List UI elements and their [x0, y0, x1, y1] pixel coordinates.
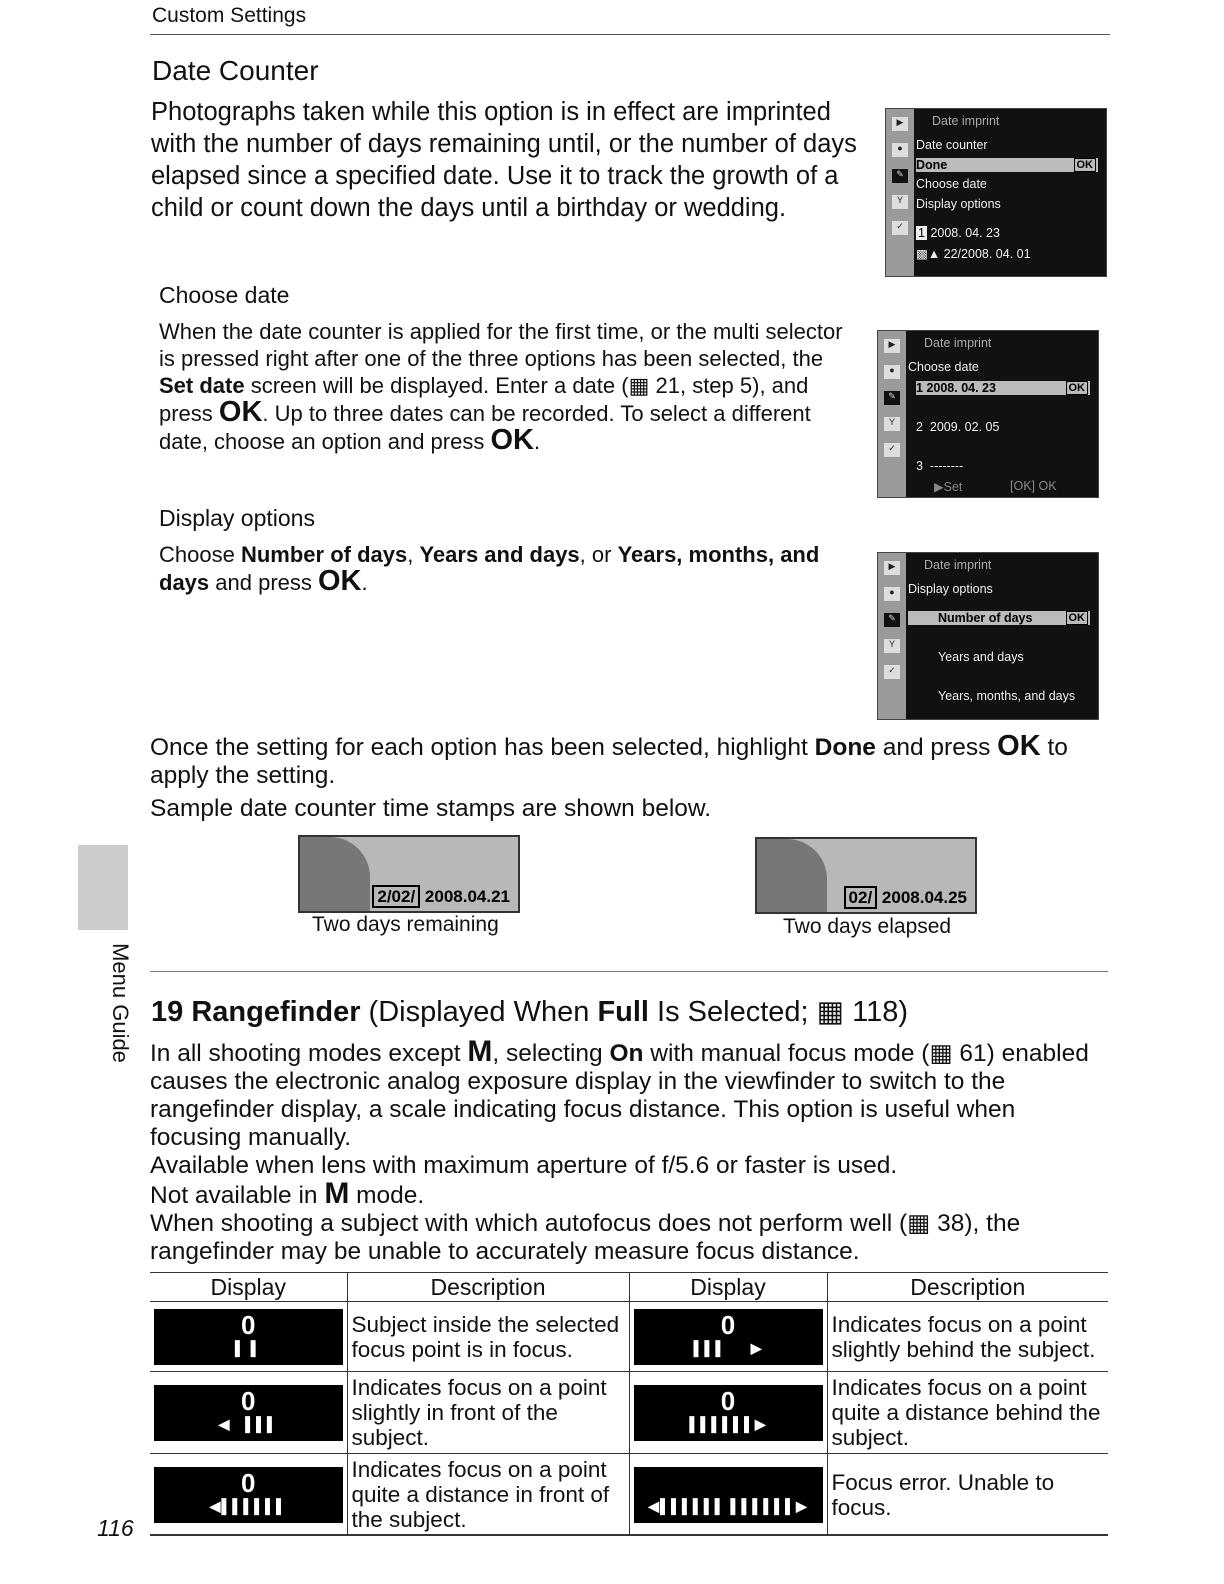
- text: Once the setting for each option has been selected, highlight: [150, 734, 815, 761]
- camera-icon: ●: [884, 365, 900, 379]
- paragraph: [150, 1177, 1110, 1210]
- rangefinder-display: [154, 1309, 343, 1365]
- caption-elapsed: Two days elapsed: [783, 915, 952, 938]
- ok-symbol: OK: [997, 730, 1041, 762]
- book-icon: ▦: [907, 1210, 931, 1237]
- date-slot-3[interactable]: [916, 459, 963, 473]
- display-cell: [150, 1302, 347, 1372]
- description-cell: Indicates focus on a point quite a distance in front of the subject.: [347, 1454, 629, 1536]
- menu-rail: [878, 331, 906, 497]
- screen-subtitle: Display options: [908, 582, 993, 596]
- done-text: [150, 732, 1090, 790]
- book-icon: ▦: [929, 1040, 953, 1067]
- column-header: Display: [150, 1273, 347, 1302]
- text: OK: [1013, 479, 1032, 493]
- indicator: ◀▌▌▌▌▌▌ ▌▌▌▌▌▌▶: [648, 1497, 808, 1514]
- retouch-icon: ✓: [884, 665, 900, 679]
- date: 2008.04.25: [881, 888, 967, 907]
- rangefinder-display: [634, 1309, 823, 1365]
- text: 118): [844, 996, 908, 1028]
- text: . Up to three dates can be recorded. To select a different date, choose an option and press: [159, 401, 811, 454]
- display-cell: [629, 1454, 827, 1536]
- text: Is Selected;: [648, 996, 817, 1028]
- description-cell: Indicates focus on a point slightly behind the subject.: [827, 1302, 1108, 1372]
- sample-photo-remaining: [298, 835, 520, 913]
- caption-remaining: Two days remaining: [312, 913, 499, 936]
- display-cell: [150, 1372, 347, 1454]
- screen-title: Date imprint: [924, 558, 992, 572]
- indicator: ▌▌▌▌▌▌▶: [689, 1415, 767, 1432]
- rangefinder-display: [154, 1385, 343, 1441]
- rangefinder-display: [634, 1467, 823, 1523]
- text: Not available in: [150, 1182, 325, 1209]
- pencil-icon: ✎: [892, 169, 908, 183]
- playback-icon: ▶: [892, 117, 908, 131]
- indicator: ▌ ▌: [234, 1339, 262, 1356]
- mode-m: M: [324, 1177, 350, 1210]
- menu-item-display-options[interactable]: Display options: [916, 197, 1001, 211]
- text: and press: [875, 734, 998, 761]
- rangefinder-body: [150, 1035, 1110, 1266]
- table-header: [150, 1273, 1108, 1302]
- text: 2008. 04. 23: [926, 381, 996, 395]
- text: 61) enabled causes the electronic analog exposure display in the viewfinder to switch to the rangefinder display, a scale indicating focus distance. This option is useful when focusing manually.: [150, 1040, 1089, 1151]
- text: with manual focus mode (: [643, 1040, 930, 1067]
- text: OK: [1038, 479, 1057, 493]
- text: Done: [814, 734, 876, 761]
- footer-rule: [150, 1534, 1108, 1535]
- paragraph: Available when lens with maximum aperture of f/5.6 or faster is used.: [150, 1152, 898, 1179]
- text: Years, months, and days: [159, 542, 820, 595]
- mode-m: M: [467, 1035, 493, 1068]
- text: , or: [579, 542, 618, 567]
- table-row: [150, 1302, 1108, 1372]
- text: Full: [597, 996, 649, 1028]
- table-row: [150, 1372, 1108, 1454]
- divider: [150, 971, 1108, 972]
- camera-icon: ●: [884, 587, 900, 601]
- display-cell: [629, 1372, 827, 1454]
- retouch-icon: ✓: [884, 443, 900, 457]
- rangefinder-display: [154, 1467, 343, 1523]
- text: In all shooting modes except: [150, 1040, 468, 1067]
- zero: 0: [720, 1385, 736, 1416]
- menu-rail: [886, 109, 914, 276]
- option-years-and-days[interactable]: Years and days: [938, 650, 1024, 664]
- ok-hint: [OK] OK: [1010, 479, 1057, 493]
- playback-icon: ▶: [884, 339, 900, 353]
- pencil-icon: ✎: [884, 613, 900, 627]
- wrench-icon: Y: [884, 417, 900, 431]
- ok-icon: OK: [1066, 611, 1089, 625]
- screen-subtitle: Choose date: [908, 360, 979, 374]
- counter: 02/: [844, 886, 878, 909]
- text: (Displayed When: [360, 996, 598, 1028]
- text: ▲ 22/2008. 04. 01: [927, 247, 1031, 261]
- camera-screen-date-counter: [885, 108, 1107, 277]
- time-stamp: [844, 888, 967, 908]
- paragraph: [150, 1035, 1110, 1152]
- wrench-icon: Y: [892, 195, 908, 209]
- zero: 0: [241, 1385, 256, 1416]
- divider: [150, 34, 1110, 35]
- column-header: Description: [827, 1273, 1108, 1302]
- set-hint: ▶Set: [934, 480, 963, 494]
- text: --------: [929, 459, 964, 473]
- camera-screen-choose-date: [877, 330, 1099, 498]
- text: Choose: [159, 542, 241, 567]
- text: Set date: [159, 373, 245, 398]
- date: 2008.04.21: [424, 887, 510, 906]
- choose-date-heading: Choose date: [159, 282, 290, 308]
- slot-number: 1: [916, 381, 923, 395]
- label: Done: [916, 158, 948, 172]
- text: On: [609, 1040, 644, 1067]
- text: 21, step 5), and press: [159, 373, 809, 426]
- screen-title: Date imprint: [924, 336, 992, 350]
- zero: 0: [241, 1309, 256, 1340]
- rangefinder-title: [151, 994, 908, 1029]
- label: Number of days: [938, 611, 1033, 625]
- ok-icon: OK: [1074, 158, 1097, 172]
- text: .: [533, 429, 541, 454]
- text: Number of days: [240, 542, 408, 567]
- screen-title: Date imprint: [932, 114, 1000, 128]
- menu-item-choose-date[interactable]: Choose date: [916, 177, 987, 191]
- text: When shooting a subject with which autofocus does not perform well (: [150, 1210, 908, 1237]
- side-tab-label: Menu Guide: [107, 943, 133, 1063]
- photo-subject: [757, 839, 827, 914]
- side-tab: [78, 845, 128, 930]
- date-counter-value: [916, 246, 1031, 261]
- description-cell: Indicates focus on a point quite a distance behind the subject.: [827, 1372, 1108, 1454]
- option-years-months-days[interactable]: Years, months, and days: [938, 689, 1076, 703]
- camera-icon: ●: [892, 143, 908, 157]
- text: 2008. 04. 23: [930, 226, 1000, 240]
- display-options-heading: Display options: [159, 505, 315, 531]
- text: , selecting: [492, 1040, 610, 1067]
- counter-icon: ▩: [916, 247, 928, 261]
- counter: 2/02/: [372, 885, 420, 908]
- sample-photo-elapsed: [755, 837, 977, 914]
- ok-symbol: OK: [490, 424, 534, 456]
- retouch-icon: ✓: [892, 221, 908, 235]
- option-number-of-days[interactable]: [908, 611, 1090, 625]
- text: 19 Rangefinder: [151, 996, 361, 1028]
- wrench-icon: Y: [884, 639, 900, 653]
- indicator: ▌▌▌ ▶: [693, 1339, 763, 1356]
- description-cell: Subject inside the selected focus point is in focus.: [347, 1302, 629, 1372]
- text: ,: [407, 542, 420, 567]
- time-stamp: [372, 887, 510, 907]
- zero: 0: [241, 1467, 256, 1498]
- slot-number: 3: [916, 459, 923, 473]
- text: mode.: [349, 1182, 425, 1209]
- text: screen will be displayed. Enter a date (: [244, 373, 629, 398]
- rangefinder-table: [150, 1272, 1108, 1536]
- menu-item-done[interactable]: [916, 158, 1098, 172]
- display-options-text: [159, 541, 839, 596]
- description-cell: Indicates focus on a point slightly in front of the subject.: [347, 1372, 629, 1454]
- playback-icon: ▶: [884, 561, 900, 575]
- text: Years and days: [419, 542, 580, 567]
- text: When the date counter is applied for the first time, or the multi selector is pressed right after one of the three options has been selected, the: [159, 319, 843, 371]
- zero: 0: [720, 1309, 736, 1340]
- indicator: ◀▌▌▌▌▌▌: [209, 1497, 287, 1514]
- photo-subject: [300, 837, 370, 913]
- date-1: [916, 226, 1000, 240]
- indicator: ◀ ▌▌▌: [218, 1415, 278, 1432]
- date-slot-2[interactable]: [916, 420, 999, 434]
- menu-rail: [878, 553, 906, 719]
- table-row: [150, 1454, 1108, 1536]
- text: .: [361, 570, 368, 595]
- camera-screen-display-options: [877, 552, 1099, 720]
- rangefinder-display: [634, 1385, 823, 1441]
- screen-subtitle: Date counter: [916, 138, 988, 152]
- page-number: 116: [97, 1515, 134, 1541]
- number-1-icon: 1: [918, 226, 925, 240]
- book-icon: ▦: [816, 996, 845, 1028]
- paragraph: [150, 1210, 1110, 1266]
- date-slot-1[interactable]: [916, 381, 1090, 395]
- ok-icon: OK: [1066, 381, 1089, 395]
- choose-date-text: [159, 318, 859, 455]
- ok-symbol: OK: [218, 396, 263, 428]
- sample-text: Sample date counter time stamps are shown below.: [150, 795, 712, 822]
- pencil-icon: ✎: [884, 391, 900, 405]
- text: Set: [943, 480, 963, 494]
- display-cell: [150, 1454, 347, 1536]
- description-cell: Focus error. Unable to focus.: [827, 1454, 1108, 1536]
- column-header: Description: [347, 1273, 629, 1302]
- display-cell: [629, 1302, 827, 1372]
- text: and press: [209, 570, 318, 595]
- section-header: Custom Settings: [152, 4, 307, 27]
- text: 2009. 02. 05: [929, 420, 1000, 434]
- intro-text: Photographs taken while this option is in effect are imprinted with the number of days remaining until, or the number of days elapsed since a specified date. Use it to track the growth of a child or count down the days until a birthday or wedding.: [151, 98, 857, 222]
- text: 38), the rangefinder may be unable to accurately measure focus distance.: [150, 1210, 1021, 1265]
- text: to apply the setting.: [150, 734, 1068, 789]
- column-header: Display: [629, 1273, 827, 1302]
- slot-number: 2: [916, 420, 923, 434]
- page-title: Date Counter: [152, 55, 319, 86]
- ok-symbol: OK: [318, 565, 362, 597]
- book-icon: ▦: [628, 373, 650, 398]
